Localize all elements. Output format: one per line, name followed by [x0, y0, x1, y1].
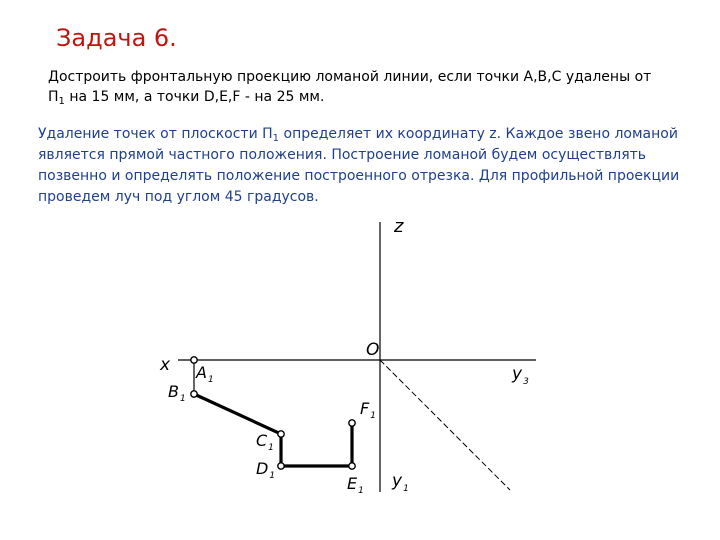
- label-f1: $F_1$: [360, 399, 376, 421]
- x-axis-label: x: [160, 355, 171, 375]
- point-b1: [191, 391, 197, 397]
- label-a1: $A_1$: [196, 363, 214, 385]
- broken-line: [194, 394, 352, 466]
- explanation-subscript: 1: [272, 133, 280, 144]
- origin-label: O: [366, 340, 380, 360]
- label-b1: $B_1$: [168, 382, 186, 404]
- task-line-1: Достроить фронтальную проекцию ломаной линии, если точки A,B,C удалены от: [48, 69, 652, 85]
- point-f1: [349, 420, 355, 426]
- point-e1: [349, 463, 355, 469]
- label-d1: $D_1$: [256, 459, 276, 481]
- label-e1: $E_1$: [347, 474, 364, 496]
- pi-symbol: П: [48, 89, 59, 105]
- explanation-part-1: Удаление точек от плоскости П: [38, 126, 273, 142]
- z-axis-label: z: [394, 216, 404, 237]
- explanation-part-2: определяет их координату z. Каждое звено ломаной является прямой частного положения. Построение ломаной будем осуществлять позвенно и определять положение построенного отрезка. Для профильной проекции проведем луч под углом 45 градусов.: [38, 126, 680, 205]
- pi-subscript: 1: [58, 96, 65, 107]
- label-c1: $C_1$: [256, 431, 274, 453]
- page-title: Задача 6.: [56, 24, 177, 52]
- y3-axis-label: $y_3$: [512, 364, 529, 387]
- y1-axis-label: $y_1$: [392, 471, 409, 494]
- task-line-2: на 15 мм, а точки D,E,F - на 25 мм.: [64, 89, 325, 105]
- point-c1: [278, 431, 284, 437]
- point-d1: [278, 463, 284, 469]
